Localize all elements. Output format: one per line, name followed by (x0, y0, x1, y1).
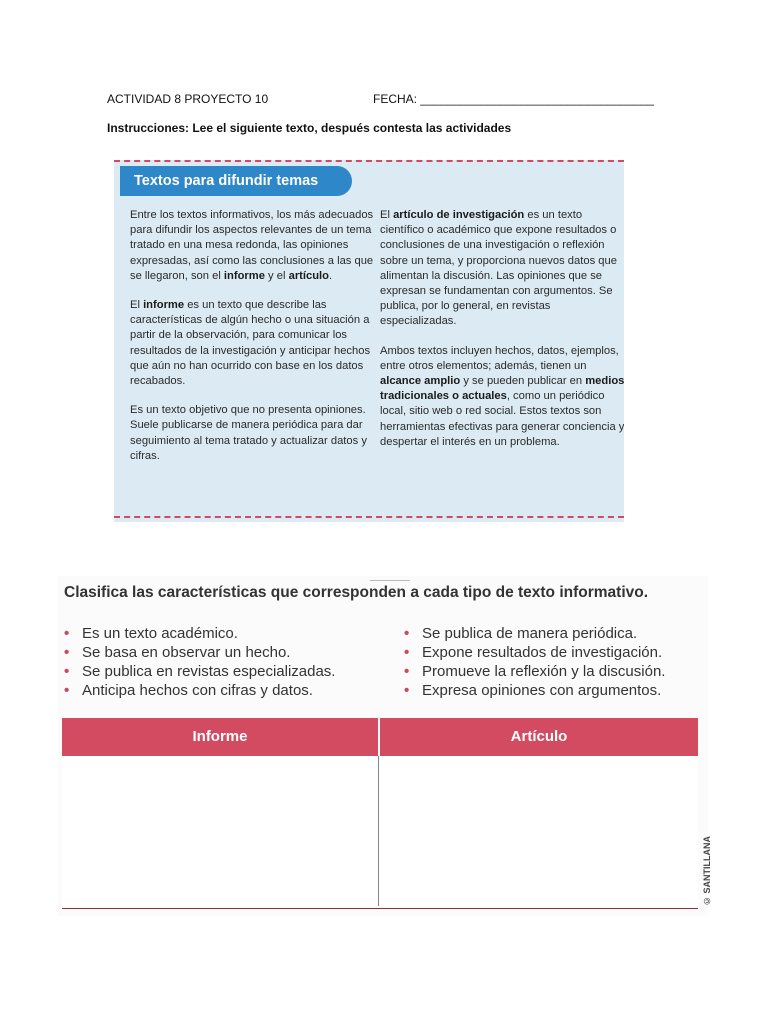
list-item (404, 643, 724, 662)
list-item (64, 662, 384, 681)
reading-box (114, 160, 624, 522)
reading-column-right (380, 208, 624, 464)
date-field: FECHA: ___________________________________ (373, 92, 654, 106)
list-item-text: Es un texto académico. (82, 625, 238, 642)
list-item-text: Promueve la reflexión y la discusión. (422, 663, 666, 680)
reading-paragraph: El artículo de investigación es un texto científico o académico que expone resultados o conclusiones de una investigación o reflexión sobre un tema, y proporciona nuevos datos que alimentan la discusión. Las opiniones que se expresan se fundamentan con argumentos. Se publica, por lo general, en revistas especializadas. (380, 209, 617, 328)
bullet-icon: • (404, 663, 410, 680)
table-header-articulo: Artículo (380, 718, 698, 756)
table-bottom-rule (62, 908, 698, 909)
bullet-icon: • (64, 644, 70, 661)
list-item-text: Anticipa hechos con cifras y datos. (82, 682, 313, 699)
list-item (404, 681, 724, 700)
list-item-text: Se basa en observar un hecho. (82, 644, 291, 661)
reading-paragraph: Es un texto objetivo que no presenta opiniones. Suele publicarse de manera periódica para dar seguimiento al tema tratado y actualizar datos y cifras. (130, 404, 367, 462)
characteristics-list-right (404, 624, 724, 700)
list-item-text: Se publica en revistas especializadas. (82, 663, 336, 680)
bullet-icon: • (64, 625, 70, 642)
header-line (107, 92, 667, 110)
answer-cell-articulo[interactable] (380, 756, 698, 906)
bullet-icon: • (64, 663, 70, 680)
dashed-border-bottom (114, 516, 624, 518)
activity-section (58, 576, 712, 916)
reading-paragraph: Ambos textos incluyen hechos, datos, ejemplos, entre otros elementos; además, tienen un alcance amplio y se pueden publicar en medios tradicionales o actuales, como un periódico local, sitio web o red social. Estos textos son herramientas efectivas para generar conciencia y despertar el interés en un problema. (380, 344, 624, 448)
reading-column-left (130, 208, 378, 478)
activity-prompt: Clasifica las características que corresponden a cada tipo de texto informativo. (64, 584, 649, 601)
list-item-text: Expresa opiniones con argumentos. (422, 682, 662, 699)
characteristics-list-left (64, 624, 384, 700)
bullet-icon: • (404, 625, 410, 642)
list-item (64, 624, 384, 643)
list-item (64, 681, 384, 700)
publisher-credit: © SANTILLANA (702, 836, 712, 906)
bullet-icon: • (404, 682, 410, 699)
table-header-informe: Informe (62, 718, 378, 756)
list-item (404, 662, 724, 681)
instructions: Instrucciones: Lee el siguiente texto, después contesta las actividades (107, 121, 512, 135)
page-divider (370, 576, 410, 581)
activity-label: ACTIVIDAD 8 PROYECTO 10 (107, 92, 269, 106)
reading-title: Textos para difundir temas (120, 166, 352, 196)
reading-paragraph: Entre los textos informativos, los más adecuados para difundir los aspectos relevantes de un tema tratado en una mesa redonda, las opiniones expresadas, así como las conclusiones a las que se llegaron, son el informe y el artículo. (130, 209, 374, 282)
answer-cell-informe[interactable] (62, 756, 379, 906)
reading-paragraph: El informe es un texto que describe las características de algún hecho o una situación a partir de la observación, para comunicar los resultados de la investigación y anticipar hechos que aún no han ocurrido con base en los datos recabados. (130, 299, 371, 388)
dashed-border-top (114, 160, 624, 162)
list-item (404, 624, 724, 643)
list-item (64, 643, 384, 662)
list-item-text: Expone resultados de investigación. (422, 644, 663, 661)
classification-table (62, 718, 698, 910)
bullet-icon: • (404, 644, 410, 661)
bullet-icon: • (64, 682, 70, 699)
list-item-text: Se publica de manera periódica. (422, 625, 638, 642)
